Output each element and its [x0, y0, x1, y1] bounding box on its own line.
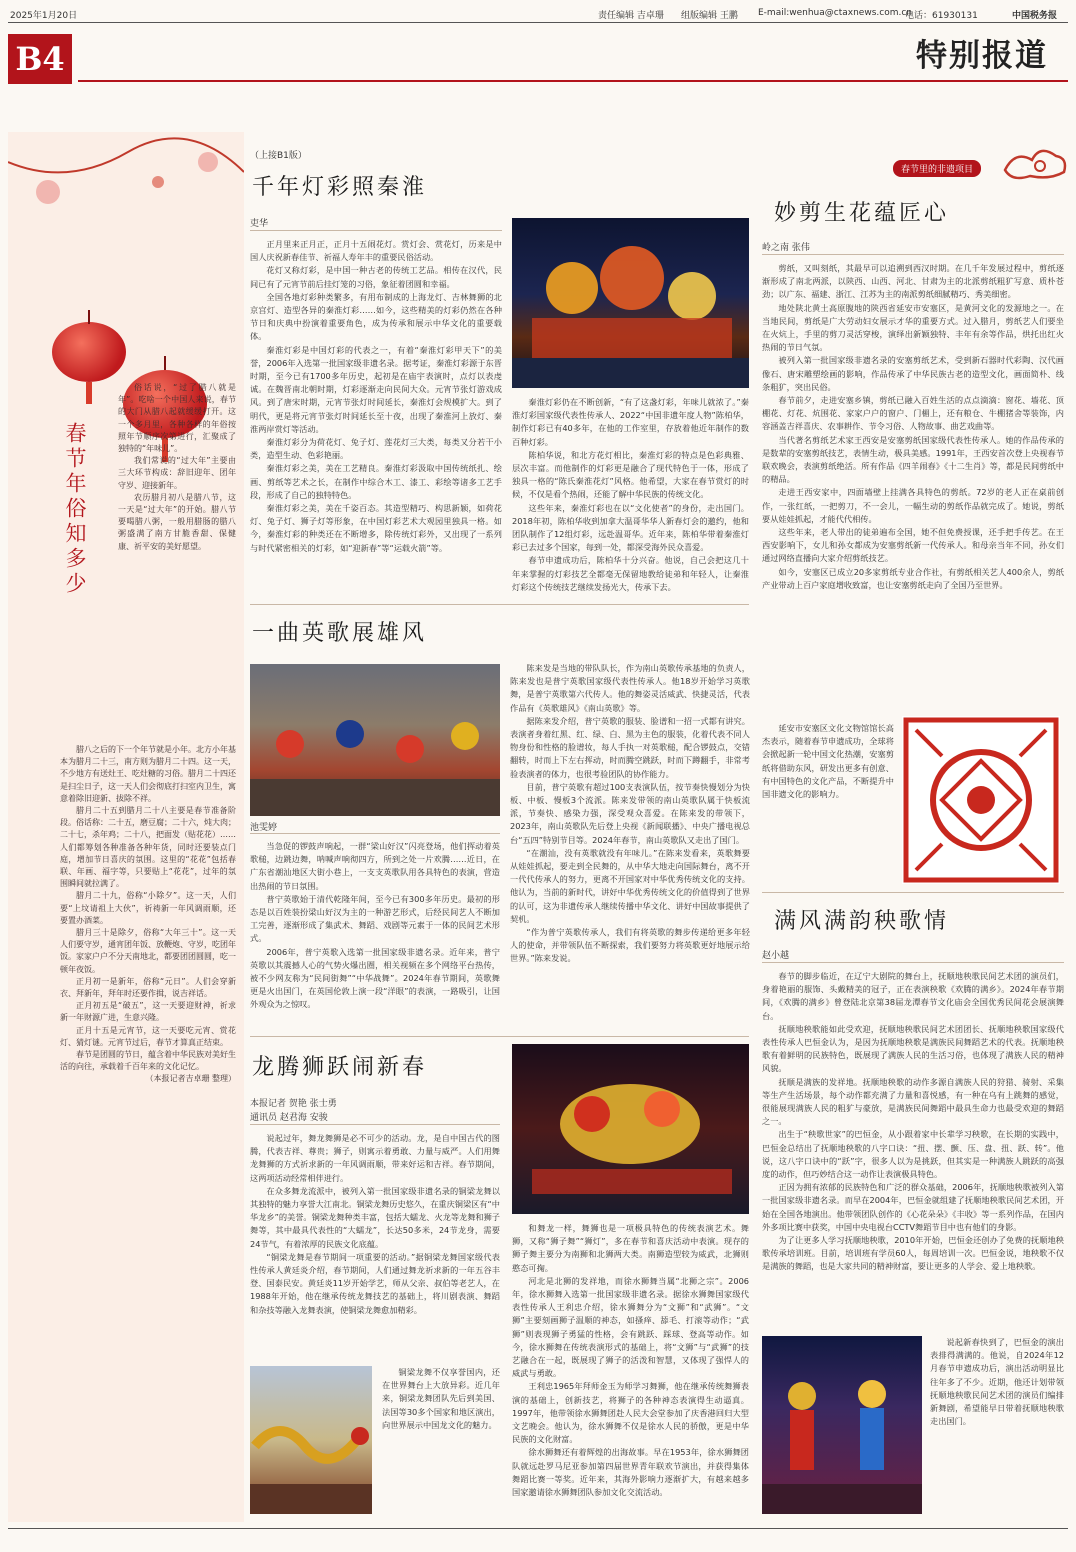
article-paragraph: 正因为拥有浓郁的民族特色和广泛的群众基础，2006年，抚顺地秧歌被列入第一批国家级非遗名录。而早在2004年，巴恒金就组建了抚顺地秧歌民间艺术团，开始在全国各地演出。他带领团队创作的《心花朵朵》《丰收》等一系列作品，在国内外多项比赛中获奖，中国中央电视台CCTV舞蹈节目中也有他们的身影。 — [762, 1182, 1064, 1232]
dragon-article-title: 龙腾狮跃闹新春 — [252, 1055, 428, 1080]
heritage-tag: 春节里的非遗项目 — [893, 160, 981, 177]
article-paragraph: 铜梁龙舞不仅享誉国内，还在世界舞台上大放异彩。近几年来，铜梁龙舞团队先后到美国、法国等30多个国家和地区演出，向世界展示中国龙文化的魅力。 — [382, 1367, 500, 1430]
side-paragraph: 春节是团圆的节日，蕴含着中华民族对美好生活的向往，承载着千百年来的文化记忆。 — [60, 1050, 236, 1072]
article-paragraph: 花灯又称灯彩，是中国一种古老的传统工艺品。相传在汉代，民间已有了元宵节前后挂灯笼的习俗，象征着团圆和幸福。 — [250, 265, 502, 289]
article-paragraph: “在潮汕，没有英歌就没有年味儿。”在陈来发看来，英歌舞要从娃娃抓起，要走到全民舞的，从中华大地走向国际舞台，离不开一代代传承人的努力，更离不开国家对中华优秀传统文化的支持。他认为，当前的新时代，讲好中华优秀传统文化的价值得到了世界的认可，这为非遗传承人继续传播中华文化、讲好中国故事提供了契机。 — [510, 847, 750, 924]
article-paragraph: 秦淮灯彩之美，美在千姿百态。其造型精巧、构思新颖，如荷花灯、兔子灯、狮子灯等形象，在中国灯彩艺术大观园里独具一格。如今，秦淮灯彩的种类还在不断增多，除传统灯彩外，又出现了一系列与时代紧密相关的灯彩，如“迎新春”等“运载火箭”等。 — [250, 503, 502, 553]
article-paragraph: “作为普宁英歌传承人，我们有将英歌的舞步传递给更多年轻人的使命，并带领队伍不断探索，我们要努力将英歌更好地展示给世界。”陈来发说。 — [510, 927, 750, 964]
top-rule — [8, 22, 1068, 23]
article-paragraph: 王利忠1965年拜师金玉为师学习舞狮，他在继承传统舞狮表演的基础上，创新技艺，将狮子的各种神态表演得生动逼真。1997年，他带领徐水狮舞团赴人民大会堂参加了庆香港回归大型文艺晚会。他认为，徐水狮舞不仅是徐水人民的骄傲，更是中华民族的文化财富。 — [512, 1381, 749, 1445]
article-paragraph: 秦淮灯彩分为荷花灯、兔子灯、莲花灯三大类，每类又分若干小类，造型生动、色彩艳丽。 — [250, 437, 502, 461]
lantern-string — [88, 310, 90, 324]
article-paragraph: 春节前夕，走进安塞乡镇，剪纸已融入百姓生活的点点滴滴：窗花、墙花、顶棚花、灯花、炕围花、家家户户的窗户、门楣上，还有粮仓、牛棚猪舍等装饰，内容涵盖吉祥喜庆、农事耕作、节令习俗、人物故事、曲艺戏曲等。 — [762, 395, 1064, 432]
side-paragraph: 俗话说，“过了腊八就是年”。吃啥一个中国人来说，春节的大门从腊八起就缓缓打开。这一个多月里，各种各样的年俗按照年节顺序次第进行，汇聚成了独特的“年味儿”。 — [118, 383, 236, 454]
article-paragraph: 剪纸，又叫刻纸，其最早可以追溯到西汉时期。在几千年发展过程中，剪纸逐渐形成了南北两派，以陕西、山西、河北、甘肃为主的北派剪纸粗犷写意、质朴苍劲；以广东、福建、浙江、江苏为主的南派剪纸细腻精巧、秀美细密。 — [762, 263, 1064, 300]
article-paragraph: 说起新春快到了，巴恒金的演出表排得满满的。他说，自2024年12月春节申遗成功后，演出活动明显比往年多了不少。近期，他还计划带领抚顺地秧歌民间艺术团的演员们编排新舞剧，希望能早日带着抚顺地秧歌走出国门。 — [930, 1337, 1064, 1427]
article-paragraph: 全国各地灯彩种类繁多，有用布制成的上海龙灯、吉林舞狮的北京宫灯、造型各异的秦淮灯彩……如今，这些精美的灯彩仍然在各种节日和庆典中扮演着重要角色，成为传承和展示中华文化的重要载体。 — [250, 291, 502, 342]
yangge-article-author: 赵小越 — [762, 951, 790, 961]
article-paragraph: 走进王西安家中，四面墙壁上挂满各具特色的剪纸。72岁的老人正在桌前创作，一张红纸，一把剪刀，不一会儿，一幅生动的剪纸作品就完成了。她说，剪纸要从娃娃抓起，才能代代相传。 — [762, 487, 1064, 524]
papercut-article-title: 妙剪生花蕴匠心 — [774, 201, 950, 226]
article-paragraph: 陈柏华说，和北方花灯相比，秦淮灯彩的特点是色彩典雅、层次丰富。而他制作的灯彩更是融合了现代特色于一体，形成了独具一格的“陈氏秦淮花灯”风格。他希望，大家在春节赏灯的时候，不仅是看个热闹，还能了解中华民族的传统文化。 — [512, 449, 749, 500]
article-paragraph: 如今，安塞区已成立20多家剪纸专业合作社，有剪纸相关艺人400余人，剪纸产业带动上百户家庭增收致富，也让安塞剪纸走向了全国乃至世界。 — [762, 566, 1064, 590]
yangge-article-title: 满风满韵秧歌情 — [774, 909, 950, 934]
dragon-article-body-col1b — [382, 1366, 500, 1516]
article-paragraph: 地处陕北黄土高原腹地的陕西省延安市安塞区，是黄河文化的发源地之一。在当地民间，剪纸是广大劳动妇女展示才华的重要方式。过入腊月，剪纸艺人们要坐在火炕上，手里的剪刀灵活穿梭，演绎出新颖独特、丰年有余等作品，烘托出红火热闹的节日气氛。 — [762, 302, 1064, 353]
dragon-article-reporter: 本报记者 贺艳 张士勇 — [250, 1099, 337, 1109]
contact-phone: 电话：61930131 — [905, 11, 978, 21]
byline-rule — [250, 230, 502, 231]
papercut-article-body — [762, 262, 1064, 718]
article-paragraph: 为了让更多人学习抚顺地秧歌，2010年开始，巴恒金还创办了免费的抚顺地秧歌传承培训班。目前，培训班有学员60人，每周培训一次。巴恒金说，地秧歌不仅是满族的舞蹈，也是大家共同的精神财富，要让更多的人学会、爱上地秧歌。 — [762, 1235, 1064, 1272]
continue-note: （上接B1版） — [250, 151, 307, 161]
lantern-article-body-col2 — [512, 396, 749, 596]
side-paragraph: 我们常说的“过大年”主要由三大环节构成：辞旧迎年、团年守岁、迎接新年。 — [118, 456, 236, 490]
dragon-photo-graphic — [250, 1366, 372, 1514]
song-article-title: 一曲英歌展雄风 — [252, 621, 428, 646]
article-paragraph: 秦淮灯彩仍在不断创新，“有了这盏灯彩，年味儿就浓了。”秦淮灯彩国家级代表性传承人、2022“中国非遗年度人物”陈柏华，制作灯彩已有40多年，在他的工作室里，存放着他近年制作的数百种灯彩。 — [512, 397, 749, 447]
side-paragraph: 腊月二十九，俗称“小除夕”。这一天，人们要“上坟请祖上大伙”，祈祷新一年风调雨顺，还要置办酒菜。 — [60, 891, 236, 925]
yingge-photo — [250, 664, 500, 816]
lantern-article-author: 吏华 — [250, 219, 269, 229]
article-divider — [762, 892, 1064, 893]
article-paragraph: 这些年来，老人带出的徒弟遍布全国，她不但免费授课，还手把手传艺。在王西安影响下，女儿和孙女都成为安塞剪纸新一代传承人。和母亲当年不同，孙女们通过网络直播向大家介绍剪纸技艺。 — [762, 527, 1064, 564]
lantern-article-body-col1 — [250, 238, 502, 598]
lantern-string — [164, 356, 166, 370]
side-paragraph: 正月初一是新年，俗称“元日”。人们会穿新衣、拜新年，拜年时还要作揖，说吉祥话。 — [60, 976, 236, 999]
top-bar — [0, 6, 1076, 22]
lantern-photo — [512, 218, 749, 388]
yingge-photo-graphic — [250, 664, 500, 816]
bottom-rule — [8, 1528, 1068, 1529]
lantern-left-icon — [52, 322, 126, 382]
article-paragraph: 秦淮灯彩是中国灯彩的代表之一，有着“秦淮灯彩甲天下”的美誉，2006年入选第一批国家级非遗名录。据考证，秦淮灯彩源于东晋时期，至今已有1700多年历史，起初是在庙宇表演时，点灯以表虔诚。在魏晋南北朝时期，灯彩逐渐走向民间大众。元宵节张灯游戏成风。到了唐宋时期，元宵节张灯时间延长，秦淮灯会规模扩大。到了明代，更是将元宵节张灯时间延长至十夜，出现了秦淮河上放灯、秦淮两岸赏灯等活动。 — [250, 344, 502, 434]
lantern-photo-graphic — [512, 218, 749, 388]
article-paragraph: 春节的脚步临近，在辽宁大剧院的舞台上，抚顺地秧歌民间艺术团的演员们，身着艳丽的服饰、头戴精美的冠子，正在表演秧歌《欢腾的满乡》。2024年春节期间，《欢腾的满乡》曾登陆北京第38届龙潭春节文化庙会全国优秀民间花会展演舞台。 — [762, 971, 1064, 1021]
side-paragraph: 腊月三十是除夕，俗称“大年三十”。这一天人们要守岁，通宵团年饭、放鞭炮、守岁，吃团年饭。家家户户不分天南地北，都要团团圆圆，吃一顿年夜饭。 — [60, 928, 236, 974]
byline-rule — [762, 962, 1064, 963]
dragon-photo — [250, 1366, 372, 1514]
article-paragraph: 陈来发是当地的带队队长，作为南山英歌传承基地的负责人，陈来发也是普宁英歌国家级代表性传承人。他18岁开始学习英歌舞，是普宁英歌第六代传人。他的舞姿灵活威武、快捷灵活，代表作品有《英歌雄风》《南山英歌》等。 — [510, 663, 750, 713]
article-paragraph: 普宁英歌始于清代乾隆年间，至今已有300多年历史。最初的形态是以百姓装扮梁山好汉为主的一种游艺形式，后经民间艺人不断加工完善，逐渐形成了集武术、舞蹈、戏剧等元素于一体的民间艺术形式。 — [250, 893, 500, 944]
lantern-article-title: 千年灯彩照秦淮 — [252, 175, 428, 200]
article-paragraph: 正月里来正月正，正月十五闹花灯。赏灯会、赏花灯，历来是中国人庆祝新春佳节、祈福人寿年丰的重要民俗活动。 — [250, 239, 502, 263]
side-paragraph: 正月初五是“破五”，这一天要迎财神，祈求新一年财源广进，生意兴隆。 — [60, 1001, 236, 1023]
side-paragraph: 腊月二十五到腊月二十八主要是春节准备阶段。俗话称：二十五，磨豆腐；二十六，炖大肉；二十七，杀年鸡；二十八，把面发（贴花花）……人们都筹划各种准备各种年货，同时还要装点门庭，增加节日喜庆的氛围。这里的“花花”包括春联、年画、福字等，只要贴上“花花”，过年的氛围瞬间就拉满了。 — [60, 806, 236, 889]
yangge-photo — [762, 1336, 922, 1514]
article-paragraph: 出生于“秧歌世家”的巴恒金，从小跟着家中长辈学习秧歌，在长期的实践中，巴恒金总结出了抚顺地秧歌的八字口诀：“扭、摆、颤、压、盘、扭、跃、转”。他说，这八字口诀中的“跃”字，很多人以为是挑跃，但其实是一种满族人跳跃的高强度的动作，但巧妙结合这一动作让表演极具特色。 — [762, 1129, 1064, 1180]
cloud-icon — [1000, 140, 1070, 184]
dragon-article-body-col2 — [512, 1222, 749, 1514]
side-column-intro — [118, 382, 236, 742]
article-paragraph: “铜梁龙舞是春节期间一项重要的活动。”据铜梁龙舞国家级代表性传承人黄廷炎介绍，春节期间，人们通过舞龙祈求新的一年五谷丰登、国泰民安。黄廷炎11岁开始学艺，师从父亲、叔伯等老艺人，在1988年开始，他在继承传统龙舞技艺的基础上，将川剧表演、舞蹈和杂技等融入龙舞表演，使铜梁龙舞愈加精彩。 — [250, 1251, 500, 1315]
article-paragraph: 和舞龙一样，舞狮也是一项极具特色的传统表演艺术。舞狮，又称“狮子舞”“狮灯”，多在春节和喜庆活动中表演。现存的狮子舞主要分为南狮和北狮两大类。南狮造型较为威武，北狮则憨态可掬。 — [512, 1223, 749, 1273]
article-divider — [250, 604, 749, 605]
article-paragraph: 徐水狮舞还有着辉煌的出海故事。早在1953年，徐水狮舞团队就远赴罗马尼亚参加第四届世界青年联欢节演出，并获得集体舞蹈比赛一等奖。近年来，其海外影响力逐渐扩大，有越来越多国家邀请徐水狮舞团队参加文化交流活动。 — [512, 1447, 749, 1498]
byline-rule — [250, 833, 500, 834]
contact-email: E-mail:wenhua@ctaxnews.com.cn — [758, 8, 912, 18]
song-article-body-col2 — [510, 662, 750, 1030]
side-column — [8, 132, 244, 1522]
side-column-body — [60, 744, 236, 1510]
song-article-author: 池雯婷 — [250, 823, 278, 833]
papercut-article-body-end — [762, 722, 894, 882]
lantern-tassel — [86, 382, 92, 404]
yangge-photo-graphic — [762, 1336, 922, 1514]
byline-rule — [250, 1124, 500, 1125]
article-paragraph: 当代著名剪纸艺术家王西安是安塞剪纸国家级代表性传承人。她的作品传承的是数辈的安塞剪纸技艺，表情生动，极具美感。1991年，王西安首次登上央视春节联欢晚会，表演剪纸绝活。所有作品《四羊闹春》《十二生肖》等，都是民间剪纸中的精品。 — [762, 434, 1064, 485]
paper-name: 中国税务报 — [1012, 11, 1058, 21]
article-paragraph: 目前，普宁英歌有超过100支表演队伍，按节奏快慢划分为快板、中板、慢板3个流派。陈来发带领的南山英歌队属于快板流派，节奏快、感染力强，深受观众喜爱。在陈来发的带领下，2023年，南山英歌队先后登上央视《新闻联播》、中央广播电视总台“五四”特别节目等。2024年春节，南山英歌队又走出了国门。 — [510, 781, 750, 845]
article-paragraph: 秦淮灯彩之美，美在工艺精良。秦淮灯彩汲取中国传统纸扎、绘画、剪纸等艺术之长，在制作中综合木工、漆工、彩绘等诸多工艺手段，形成了自己的独特特色。 — [250, 463, 502, 500]
issue-date: 2025年1月20日 — [10, 11, 78, 21]
lion-photo-graphic — [512, 1044, 749, 1214]
dragon-article-body-col1 — [250, 1132, 500, 1358]
papercut-article-authors: 岭之南 张伟 — [762, 243, 810, 253]
song-article-body-col1 — [250, 840, 500, 1030]
article-paragraph: 这些年来，秦淮灯彩也在以“文化使者”的身份，走出国门。2018年初，陈柏华收到加拿大温哥华华人新春灯会的邀约，他和团队制作了12组灯彩，远赴温哥华。近年来，陈柏华带着秦淮灯彩已去过多个国家，每到一处，都深受海外民众喜爱。 — [512, 502, 749, 553]
side-paragraph: 农历腊月初八是腊八节，这一天是“过大年”的开始。腊八节要喝腊八粥，一般用腊肠的腊八粥盛满了南方甘脆香甜、保健康、祈平安的美好愿望。 — [118, 492, 236, 551]
papercut-photo-graphic — [902, 716, 1060, 884]
lion-photo — [512, 1044, 749, 1214]
article-paragraph: 被列入第一批国家级非遗名录的安塞剪纸艺术，受到新石器时代彩陶、汉代画像石、唐宋雕塑绘画的影响，作品传承了中华民族古老的造型文化，画面简朴、线条粗犷，突出民俗。 — [762, 355, 1064, 392]
dragon-article-correspondent: 通讯员 赵君海 安骏 — [250, 1113, 328, 1123]
page-number-badge: B4 — [8, 34, 72, 84]
byline-rule — [762, 254, 1064, 255]
article-paragraph: 河北是北狮的发祥地，而徐水狮舞当属“北狮之宗”。2006年，徐水狮舞入选第一批国家级非遗名录。据徐水狮舞国家级代表性传承人王利忠介绍，徐水狮舞分为“文狮”和“武狮”。“文狮”主要刻画狮子温顺的神态，如搔痒、舔毛、打滚等动作；“武狮”则表现狮子勇猛的性格，会有跳跃、踩球、登高等动作。如今，徐水狮舞在传统表演形式的基础上，将“文狮”与“武狮”的技艺融合在一起，既展现了狮子的活泼和智慧，又体现了强悍人的威武与勇敢。 — [512, 1275, 749, 1379]
side-credit: （本报记者吉卓珊 整理） — [145, 1074, 236, 1084]
side-paragraph: 正月十五是元宵节，这一天要吃元宵、赏花灯、猜灯谜。元宵节过后，春节才算真正结束。 — [60, 1025, 236, 1047]
article-paragraph: 抚顺地秧歌能如此受欢迎，抚顺地秧歌民间艺术团团长、抚顺地秧歌国家级代表性传承人巴恒金认为，是因为抚顺地秧歌是满族民间舞蹈艺术的代表。抚顺地秧歌有着鲜明的民族特色，既展现了满族人民的生活习俗，也体现了满族人民的精神风貌。 — [762, 1023, 1064, 1074]
side-paragraph: 腊八之后的下一个年节就是小年。北方小年基本为腊月二十三，南方则为腊月二十四。这一天，不少地方有送灶王、吃灶糖的习俗。腊月二十四还是扫尘日子，这一天人们会彻底打扫室内卫生，寓意着除旧迎新、拔除不祥。 — [60, 745, 236, 803]
side-column-title: 春节年俗知多少 — [63, 422, 87, 597]
article-divider — [250, 1036, 749, 1037]
article-paragraph: 据陈来发介绍，普宁英歌的服装、脸谱和一招一式都有讲究。表演者身着红黑、红、绿、白、黑为主色的服装，化着代表不同人物身份和性格的脸谱妆，每人手执一对英歌槌，配合锣鼓点，交错翻转，时而上下左右挥动，时而腾空跳跃，时而下蹲翻手，非常考验表演者的体力，也很考验团队的协作能力。 — [510, 715, 750, 779]
yangge-article-body — [762, 970, 1064, 1328]
papercut-photo — [902, 716, 1060, 884]
article-paragraph: 当急促的锣鼓声响起，一群“梁山好汉”闪亮登场，他们挥动着英歌槌，边跳边舞，呐喊声响彻四方，所到之处一片欢腾……近日，在广东省潮汕地区大街小巷上，一支支英歌队用各具特色的表演，营造出热闹的节日氛围。 — [250, 841, 500, 891]
yangge-article-body-end — [930, 1336, 1064, 1514]
editor-credit: 责任编辑 吉卓珊 — [598, 11, 664, 21]
section-rule — [78, 80, 1068, 82]
section-title: 特别报道 — [916, 38, 1048, 74]
article-paragraph: 抚顺是满族的发祥地。抚顺地秧歌的动作多源自满族人民的狩猎、骑射、采集等生产生活场景，每个动作都充满了力量和喜悦感，有一种在乌有上跳舞的感觉，很能展现满族人民的粗犷与豪放，是满族民间舞蹈中最具生命力也最受欢迎的舞蹈之一。 — [762, 1076, 1064, 1127]
article-paragraph: 春节申遗成功后，陈柏华十分兴奋。他说，自己会把这几十年来掌握的灯彩技艺全都毫无保留地教给徒弟和年轻人，让秦淮灯彩这个传统技艺继续发扬光大，传承下去。 — [512, 555, 749, 592]
article-paragraph: 延安市安塞区文化文物馆馆长高杰表示，随着春节申遗成功，全球将会掀起新一轮中国文化热潮，安塞剪纸将借助东风，研发出更多有创意、有中国特色的文化产品，不断提升中国非遗文化的影响力。 — [762, 723, 894, 800]
article-paragraph: 在众多舞龙流派中，被列入第一批国家级非遗名录的铜梁龙舞以其独特的魅力享誉大江南北。铜梁龙舞历史悠久，在重庆铜梁区有“中华龙乡”的美誉。铜梁龙舞种类丰富，包括大蠕龙、火龙等龙舞和狮子舞等，其中最具代表性的“大蠕龙”，长达50多米，24节龙身，需要24节气，有着浓厚的民族文化底蕴。 — [250, 1185, 500, 1249]
article-paragraph: 2006年，普宁英歌入选第一批国家级非遗名录。近年来，普宁英歌以其震撼人心的气势火爆出圈，相关视频在多个网络平台热传，被不少网友称为“民间街舞”“中华战舞”。2024年春节期间，英歌舞更是火出国门，在英国伦敦上演一段“洋眼”的表演，一路吸引，让国外观众为之惊叹。 — [250, 946, 500, 1010]
layout-editor-credit: 组版编辑 王鹏 — [681, 11, 738, 21]
article-paragraph: 说起过年，舞龙舞狮是必不可少的活动。龙，是自中国古代的图腾，代表吉祥、尊贵；狮子，则寓示着勇敢、力量与威严。人们用舞龙舞狮的方式祈求新的一年风调雨顺，带来好运和吉祥。春节期间，这两项活动经常相伴进行。 — [250, 1133, 500, 1183]
